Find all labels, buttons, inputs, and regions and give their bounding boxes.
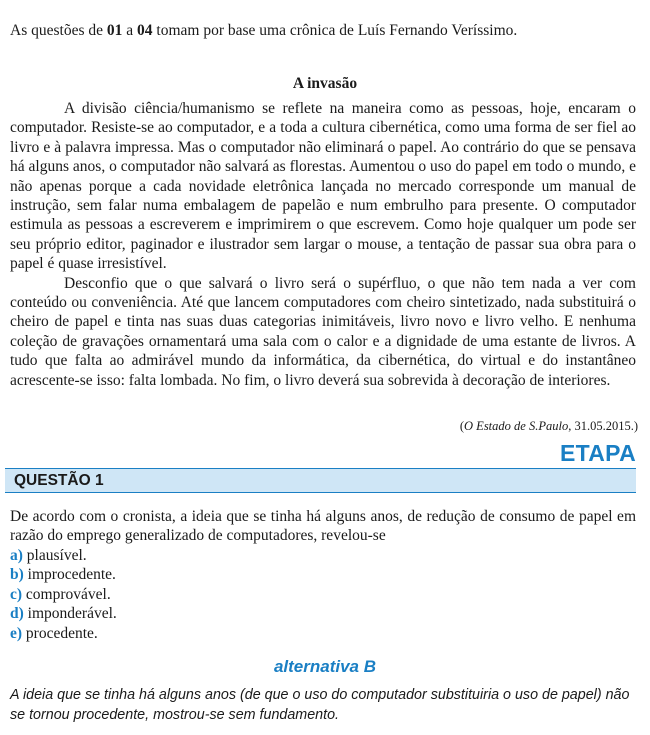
option-text: plausível. <box>26 547 87 564</box>
intro-prefix: As questões de <box>10 22 107 39</box>
answer-label: alternativa B <box>273 657 377 676</box>
intro-suffix: tomam por base uma crônica de Luís Fernando Veríssimo. <box>152 22 518 39</box>
article-source <box>460 418 638 434</box>
option-letter: c) <box>10 585 23 603</box>
option-text: improcedente. <box>27 566 116 584</box>
question-statement: De acordo com o cronista, a ideia que se tinha há alguns anos, de redução de consumo de papel em razão do emprego generalizado de computadores, revelou-se <box>10 508 636 545</box>
intro-line <box>10 21 640 41</box>
option-text: imponderável. <box>27 605 117 623</box>
intro-question-to: 04 <box>137 22 153 39</box>
option-a <box>10 546 630 565</box>
answer-explanation: A ideia que se tinha há alguns anos (de que o uso do computador substituiria o uso de papel) não se tornou procedente, mostrou-se sem fundamento. <box>10 687 630 723</box>
option-letter: a) <box>10 547 23 564</box>
source-name: O Estado de S.Paulo <box>464 419 569 433</box>
question-header: QUESTÃO 1 <box>14 472 104 489</box>
option-letter: e) <box>10 624 23 642</box>
option-text: comprovável. <box>25 585 111 603</box>
source-open: ( <box>459 419 465 433</box>
question-header-bar <box>5 468 636 493</box>
intro-question-from: 01 <box>106 22 123 39</box>
option-e <box>10 624 630 643</box>
etapa-logo: ETAPA <box>559 440 636 466</box>
option-text: procedente. <box>25 624 98 642</box>
article-body <box>10 99 636 390</box>
options-list <box>10 546 630 643</box>
option-letter: d) <box>10 605 24 623</box>
intro-middle: a <box>122 22 138 39</box>
article-title: A invasão <box>292 75 358 92</box>
option-letter: b) <box>10 566 24 584</box>
article-paragraph-2: Desconfio que o que salvará o livro será o supérfluo, o que não tem nada a ver com conteúdo ou conveniência. Até que lancem computadores com cheiro sintetizado, nada substituirá o cheiro de papel e tinta nas suas duas categorias inimitáveis, livro novo e livro velho. E nenhuma coleção de gravações ornamentará uma sala com o calor e a dignidade de uma estante de livros. A tudo que falta ao admirável mundo da informática, da cibernética, do virtual e do instantâneo acrescente-se isso: falta lombada. No fim, o livro deverá sua sobrevida à decoração de interiores. <box>10 274 636 389</box>
option-b <box>10 565 630 584</box>
source-date: , 31.05.2015.) <box>568 419 638 433</box>
article-paragraph-1: A divisão ciência/humanismo se reflete na maneira como as pessoas, hoje, encaram o computador. Resiste-se ao computador, e a toda a cultura cibernética, como uma forma de ser fiel ao livro e à palavra impressa. Mas o computador não eliminará o papel. Ao contrário do que se pensava há alguns anos, o computador não salvará as florestas. Aumentou o uso do papel em todo o mundo, e não apenas porque a cada novidade eletrônica lançada no mercado corresponde um manual de instrução, sem falar numa embalagem de papelão e num embrulho para presente. O computador estimula as pessoas a escreverem e imprimirem o que escrevem. Como hoje qualquer um pode ser seu próprio editor, paginador e ilustrador sem largar o mouse, a tentação de passar sua obra para o papel é quase irresistível. <box>10 100 636 273</box>
option-c <box>10 585 630 604</box>
option-d <box>10 604 630 623</box>
